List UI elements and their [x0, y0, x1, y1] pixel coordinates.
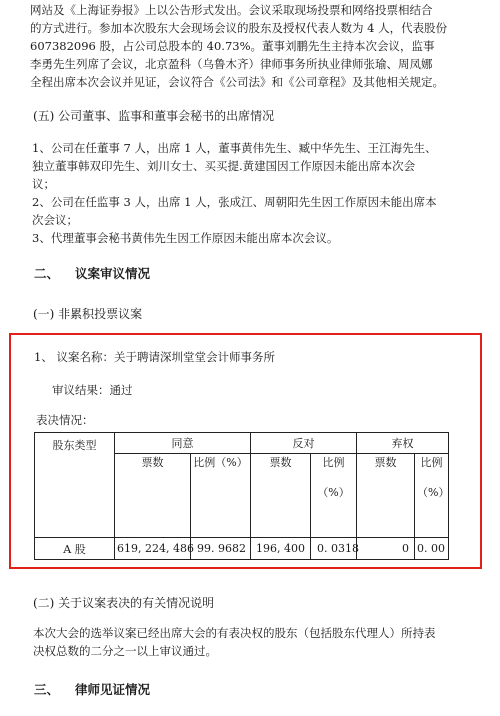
section-2-number: 二、: [34, 266, 60, 281]
vote-table-label: 表决情况：: [36, 413, 94, 427]
attendance-item-1-line-3: 议；: [32, 177, 55, 191]
subheader-abstain-ratio-label: 比例: [420, 456, 443, 469]
header-shareholder-type: 股东类型: [35, 433, 115, 538]
table-row: [35, 538, 449, 560]
header-abstain: 弃权: [357, 433, 449, 454]
attendance-item-3: 3、代理董事会秘书黄伟先生因工作原因未能出席本次会议。: [32, 231, 339, 245]
row-against-votes: 196, 400: [251, 538, 311, 560]
subheader-against-ratio-unit: （%）: [317, 486, 350, 499]
row-abstain-ratio: 0. 00: [415, 538, 449, 560]
row-abstain-votes: 0: [357, 538, 415, 560]
subheader-abstain-votes: 票数: [357, 454, 415, 538]
row-for-ratio: 99. 9682: [191, 538, 251, 560]
header-for: 同意: [115, 433, 251, 454]
intro-line-3: 607382096 股，占公司总股本的 40.73%。董事刘鹏先生主持本次会议，监事: [30, 39, 435, 53]
attendance-item-1-line-2: 独立董事韩双印先生、刘川女士、买买提.黄建国因工作原因未能出席本次会: [32, 159, 416, 173]
subheader-for-votes: 票数: [115, 454, 191, 538]
attendance-item-2-line-2: 次会议；: [32, 213, 78, 227]
subheader-abstain-ratio: [415, 454, 449, 538]
intro-line-5: 全程出席本次会议并见证，会议符合《公司法》和《公司章程》及其他相关规定。: [30, 75, 444, 89]
attendance-heading: (五) 公司董事、监事和董事会秘书的出席情况: [33, 109, 275, 123]
subheader-abstain-ratio-unit: （%）: [417, 486, 450, 499]
section-3-title: 律师见证情况: [75, 682, 151, 697]
vote-table: [34, 432, 449, 560]
explanation-line-1: 本次大会的选举议案已经出席大会的有表决权的股东（包括股东代理人）所持表: [33, 626, 436, 640]
intro-line-4: 李勇先生列席了会议，北京盈科（乌鲁木齐）律师事务所执业律师张瑜、周凤娜: [30, 57, 433, 71]
intro-line-2: 的方式进行。参加本次股东大会现场会议的股东及授权代表人数为 4 人，代表股份: [30, 21, 448, 35]
row-against-ratio: 0. 0318: [311, 538, 357, 560]
subheader-against-ratio-label: 比例: [322, 456, 345, 469]
section-2-title: 议案审议情况: [75, 266, 151, 281]
row-for-votes: 619, 224, 486: [115, 538, 191, 560]
subsection-2-heading: (二) 关于议案表决的有关情况说明: [33, 596, 215, 610]
subsection-1-heading: (一) 非累积投票议案: [33, 307, 143, 321]
header-against: 反对: [251, 433, 357, 454]
intro-line-1: 网站及《上海证券报》上以公告形式发出。会议采取现场投票和网络投票相结合: [30, 3, 433, 17]
subheader-against-votes: 票数: [251, 454, 311, 538]
explanation-line-2: 决权总数的二分之一以上审议通过。: [33, 644, 217, 658]
proposal-name: 1、 议案名称：关于聘请深圳堂堂会计师事务所: [34, 350, 275, 364]
attendance-item-2-line-1: 2、公司在任监事 3 人，出席 1 人，张成江、周朝阳先生因工作原因未能出席本: [32, 195, 437, 209]
row-type: A 股: [35, 538, 115, 560]
section-3-number: 三、: [34, 682, 60, 697]
subheader-for-ratio: 比例（%）: [191, 454, 251, 538]
proposal-result: 审议结果：通过: [52, 383, 133, 397]
subheader-against-ratio: [311, 454, 357, 538]
attendance-item-1-line-1: 1、公司在任董事 7 人，出席 1 人，董事黄伟先生、臧中华先生、王江海先生、: [32, 141, 437, 155]
